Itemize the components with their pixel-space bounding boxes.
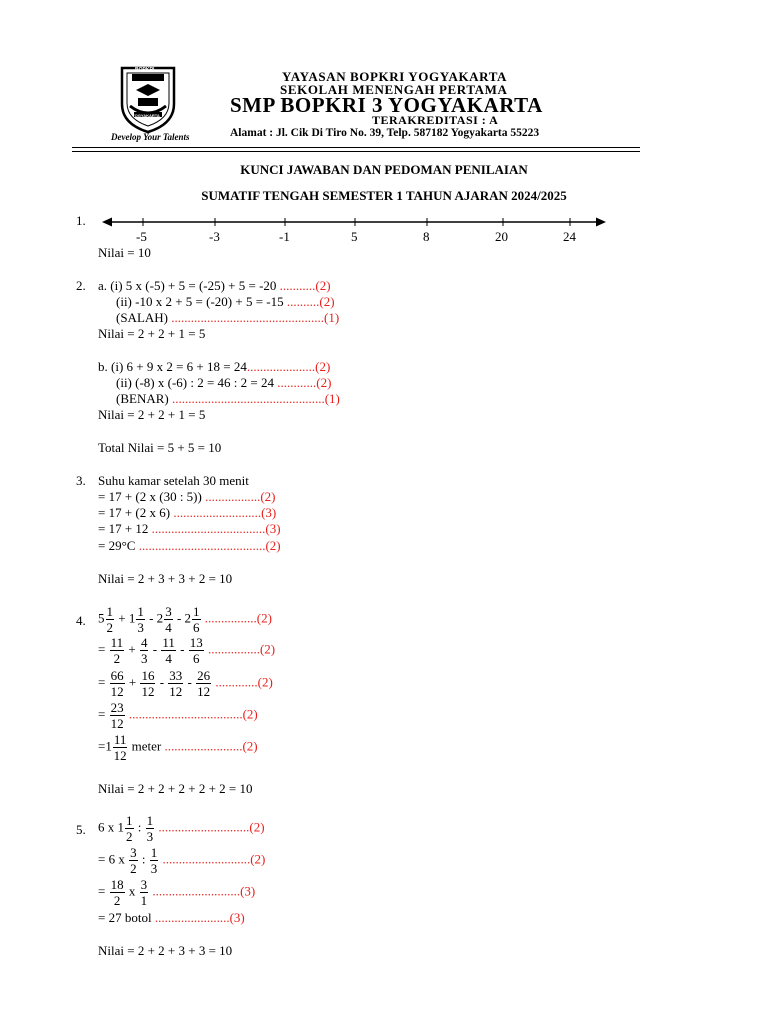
step-line [116,294,335,310]
tick-label: -3 [209,229,220,244]
question-text: Suhu kamar setelah 30 menit [98,473,249,488]
operator: - 2 [176,610,192,626]
step-line [98,489,276,505]
expression-prefix: 6 x 1 [98,819,124,835]
denominator: 12 [197,684,211,699]
denominator: 3 [137,620,144,635]
fraction-row [98,669,273,698]
expression-prefix: = [98,883,106,899]
fraction-row [98,814,265,843]
step-line [98,359,330,375]
school-logo [118,64,178,134]
numerator: 16 [141,668,155,683]
step-text: = 17 + 12 [98,521,152,536]
step-line [98,538,281,554]
logo-top-text: BOPKRI [135,67,155,73]
operator: + [128,641,136,657]
numerator: 1 [146,813,154,828]
numerator: 4 [140,635,148,650]
step-score: .................(2) [205,489,276,504]
denominator: 12 [110,716,124,731]
fraction-row [98,878,255,907]
fraction-row [98,605,272,634]
operator: - [152,641,158,657]
numerator: 1 [106,604,113,619]
denominator: 2 [113,651,121,666]
step-line [98,910,245,926]
step-text: = 17 + (2 x (30 : 5)) [98,489,206,504]
numerator: 33 [169,668,183,683]
operator: = [98,674,106,690]
step-text: = 27 botol [98,910,155,925]
question-number: 3. [76,473,86,488]
tick-label: -1 [279,229,290,244]
denominator: 3 [140,651,148,666]
fraction [113,733,128,762]
school-type: SEKOLAH MENENGAH PERTAMA [280,82,508,97]
fraction [110,669,125,698]
denominator: 3 [146,829,154,844]
step-score: .......................................(2) [138,538,281,553]
denominator: 2 [106,620,113,635]
operator: =1 [98,738,112,754]
step-line [116,391,340,407]
fraction [168,669,183,698]
step-text: (SALAH) [116,310,172,325]
denominator: 4 [165,620,172,635]
header-rule [72,147,640,148]
numerator: 13 [189,635,203,650]
accreditation: TERAKREDITASI : A [372,113,499,127]
tick-label: -5 [136,229,147,244]
operator: = [98,641,106,657]
numerator: 66 [110,668,124,683]
operator: x [128,883,136,899]
denominator: 12 [169,684,183,699]
fraction [189,636,204,665]
step-line [116,310,339,326]
fraction [129,846,138,875]
step-score: ...............................................(1) [171,310,340,325]
fraction [140,669,155,698]
score-total: Nilai = 2 + 2 + 2 + 2 + 2 = 10 [98,781,253,796]
score-total: Nilai = 2 + 2 + 1 = 5 [98,407,206,422]
numerator: 1 [150,845,158,860]
step-line [98,505,276,521]
step-text: a. (i) 5 x (-5) + 5 = (-25) + 5 = -20 [98,278,280,293]
step-text: (ii) -10 x 2 + 5 = (-20) + 5 = -15 [116,294,287,309]
denominator: 3 [150,861,158,876]
step-score: ...................................(3) [151,521,281,536]
operator: : [141,851,146,867]
step-score: ...........................(3) [152,883,256,899]
grand-total: Total Nilai = 5 + 5 = 10 [98,440,222,455]
question-number: 4. [76,613,86,628]
fraction [150,846,159,875]
numerator: 1 [126,813,133,828]
denominator: 2 [113,893,121,908]
numerator: 23 [110,700,124,715]
numerator: 11 [162,635,175,650]
fraction [125,814,134,843]
fraction [164,605,173,634]
numerator: 3 [140,877,148,892]
step-score: ...................................(2) [128,706,258,722]
step-score: ................(2) [207,641,276,657]
operator: - [159,674,165,690]
step-score: .....................(2) [246,359,331,374]
expression-prefix: = 6 x [98,851,125,867]
operator: - [180,641,185,657]
step-score: ...........................(2) [162,851,266,867]
denominator: 4 [165,651,172,666]
tick-label: 24 [563,229,576,244]
numerator: 3 [165,604,172,619]
numerator: 26 [197,668,211,683]
score-total: Nilai = 2 + 2 + 3 + 3 = 10 [98,943,233,958]
step-score: ...........................(3) [173,505,277,520]
step-line [98,278,331,294]
denominator: 2 [130,861,137,876]
operator: - 2 [149,610,164,626]
denominator: 12 [141,684,155,699]
denominator: 1 [140,893,148,908]
denominator: 2 [126,829,133,844]
step-score: ..........(2) [286,294,335,309]
step-text: = 17 + (2 x 6) [98,505,174,520]
school-name: SMP BOPKRI 3 YOGYAKARTA [230,93,543,117]
logo-tagline: Develop Your Talents [111,132,190,142]
school-address: Alamat : Jl. Cik Di Tiro No. 39, Telp. 587182 Yogyakarta 55223 [230,127,540,139]
fraction [136,605,145,634]
foundation-name: YAYASAN BOPKRI YOGYAKARTA [282,69,507,84]
step-text: (BENAR) [116,391,172,406]
fraction [110,636,125,665]
denominator: 12 [113,748,127,763]
numerator: 18 [110,877,124,892]
fraction-row [98,846,265,875]
step-score: ...............................................(1) [171,391,340,406]
operator: + 1 [118,610,136,626]
step-text: (ii) (-8) x (-6) : 2 = 46 : 2 = 24 [116,375,278,390]
question-number: 1. [76,213,86,228]
step-score: ...........(2) [279,278,331,293]
fraction [110,878,125,907]
doc-subtitle: SUMATIF TENGAH SEMESTER 1 TAHUN AJARAN 2024/2025 [201,188,567,203]
score-total: Nilai = 2 + 3 + 3 + 2 = 10 [98,571,233,586]
step-text: = 29°C [98,538,139,553]
fraction [161,636,176,665]
operator: - [187,674,192,690]
operator: + [128,674,137,690]
tick-label: 20 [495,229,508,244]
step-line [98,521,281,537]
doc-title: KUNCI JAWABAN DAN PEDOMAN PENILAIAN [240,162,528,177]
numerator: 1 [193,604,200,619]
numerator: 11 [110,635,124,650]
step-line [116,375,331,391]
step-score: ........................(2) [164,738,258,754]
fraction-row [98,636,275,665]
denominator: 6 [192,651,200,666]
question-number: 2. [76,278,86,293]
fraction [192,605,201,634]
score-total: Nilai = 2 + 2 + 1 = 5 [98,326,206,341]
fraction [110,701,125,730]
fraction-row [98,701,258,730]
operator: : [137,819,142,835]
question-number: 5. [76,822,86,837]
denominator: 6 [193,620,200,635]
step-score: ............(2) [277,375,332,390]
header-rule-thin [72,151,640,152]
fraction [140,878,149,907]
numerator: 1 [137,604,144,619]
fraction [146,814,155,843]
tick-label: 8 [423,229,430,244]
score-total: Nilai = 10 [98,245,151,260]
step-score: .............(2) [215,674,273,690]
fraction-row [98,733,258,762]
step-text: b. (i) 6 + 9 x 2 = 6 + 18 = 24 [98,359,247,374]
number-line [100,214,610,230]
step-score: ............................(2) [158,819,265,835]
fraction [196,669,211,698]
unit-label: meter [131,738,162,754]
step-score: .......................(3) [154,910,245,925]
logo-bottom-text: YOGYAKARTA [132,113,160,118]
fraction [140,636,149,665]
numerator: 3 [130,845,137,860]
operator: = [98,706,106,722]
step-score: ................(2) [204,610,272,626]
tick-label: 5 [351,229,358,244]
whole-number: 5 [98,610,105,626]
fraction [106,605,115,634]
numerator: 11 [113,732,127,747]
denominator: 12 [110,684,124,699]
